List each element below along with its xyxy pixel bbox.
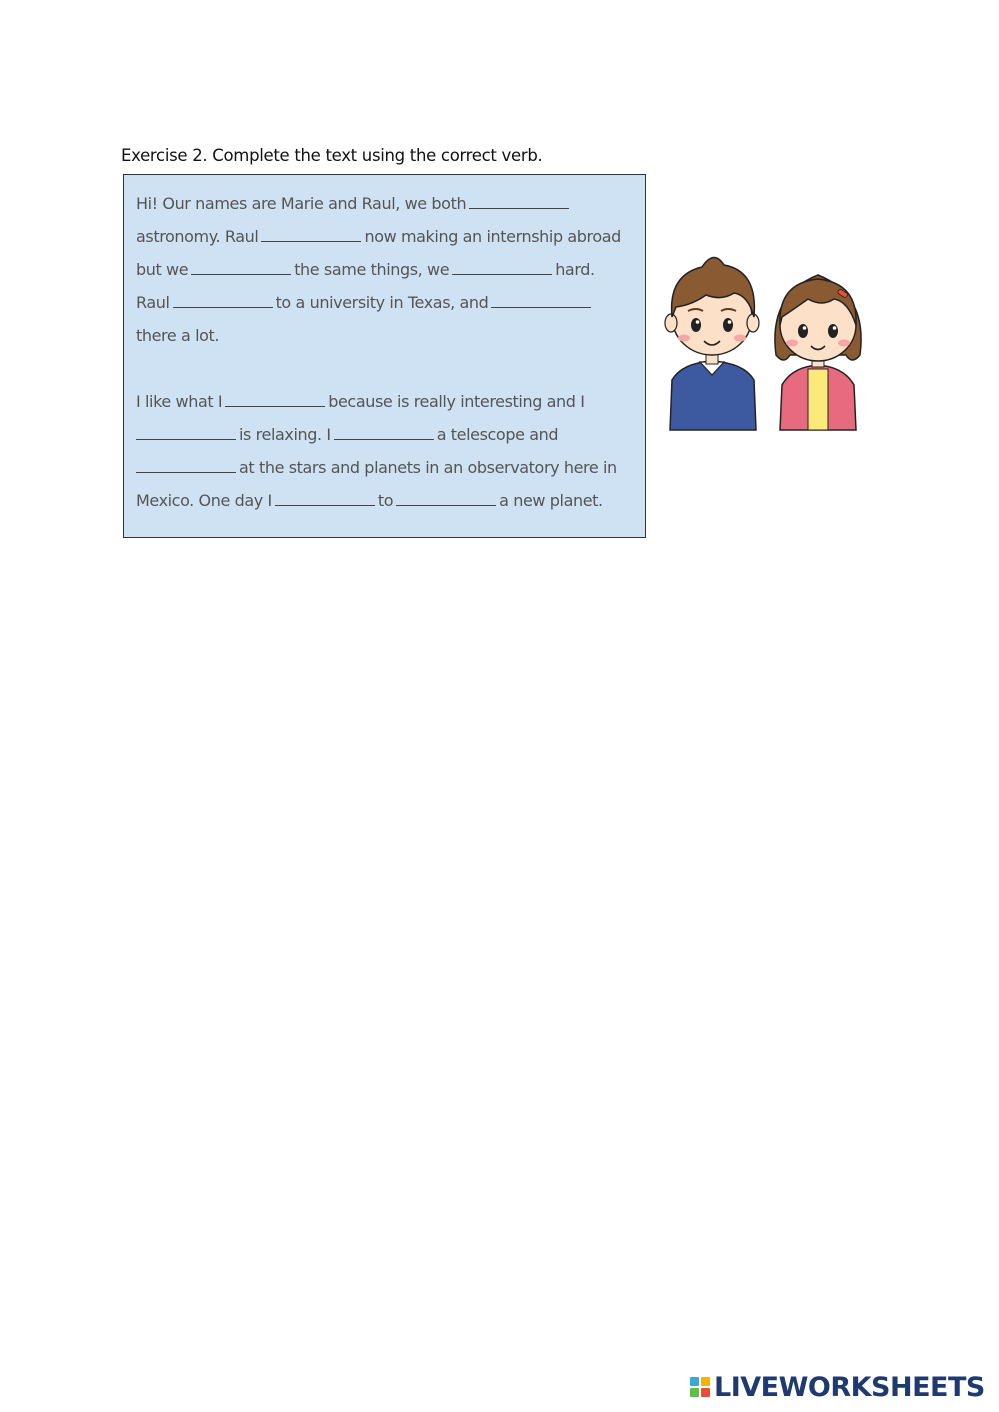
text-line: Raul to a university in Texas, and [136,292,594,314]
logo-mark-icon [690,1377,710,1397]
answer-blank[interactable] [452,260,552,275]
text-line: but we the same things, we hard. [136,260,595,279]
exercise-title: Exercise 2. Complete the text using the correct verb. [121,146,543,165]
liveworksheets-logo[interactable] [690,1372,985,1402]
answer-blank[interactable] [136,425,236,440]
boy-figure [665,257,759,430]
text-line: is relaxing. I a telescope and [136,424,558,446]
answer-blank[interactable] [396,491,496,506]
answer-blank[interactable] [275,491,375,506]
answer-blank[interactable] [191,260,291,275]
brand-name: LIVEWORKSHEETS [714,1371,985,1403]
answer-blank[interactable] [469,194,569,209]
text-line: at the stars and planets in an observatory here in [136,457,617,479]
girl-figure [775,275,861,430]
text-line: Mexico. One day I to a new planet. [136,491,603,510]
text-line: astronomy. Raul now making an internship abroad [136,227,621,246]
two-children-illustration [662,245,872,435]
answer-blank[interactable] [136,458,236,473]
answer-blank[interactable] [225,392,325,407]
text-line: I like what I because is really interesting and I [136,392,585,411]
answer-blank[interactable] [491,293,591,308]
answer-blank[interactable] [334,425,434,440]
text-box [123,174,646,538]
text-line: Hi! Our names are Marie and Raul, we both [136,193,572,215]
answer-blank[interactable] [173,293,273,308]
answer-blank[interactable] [261,227,361,242]
text-line: there a lot. [136,326,220,345]
